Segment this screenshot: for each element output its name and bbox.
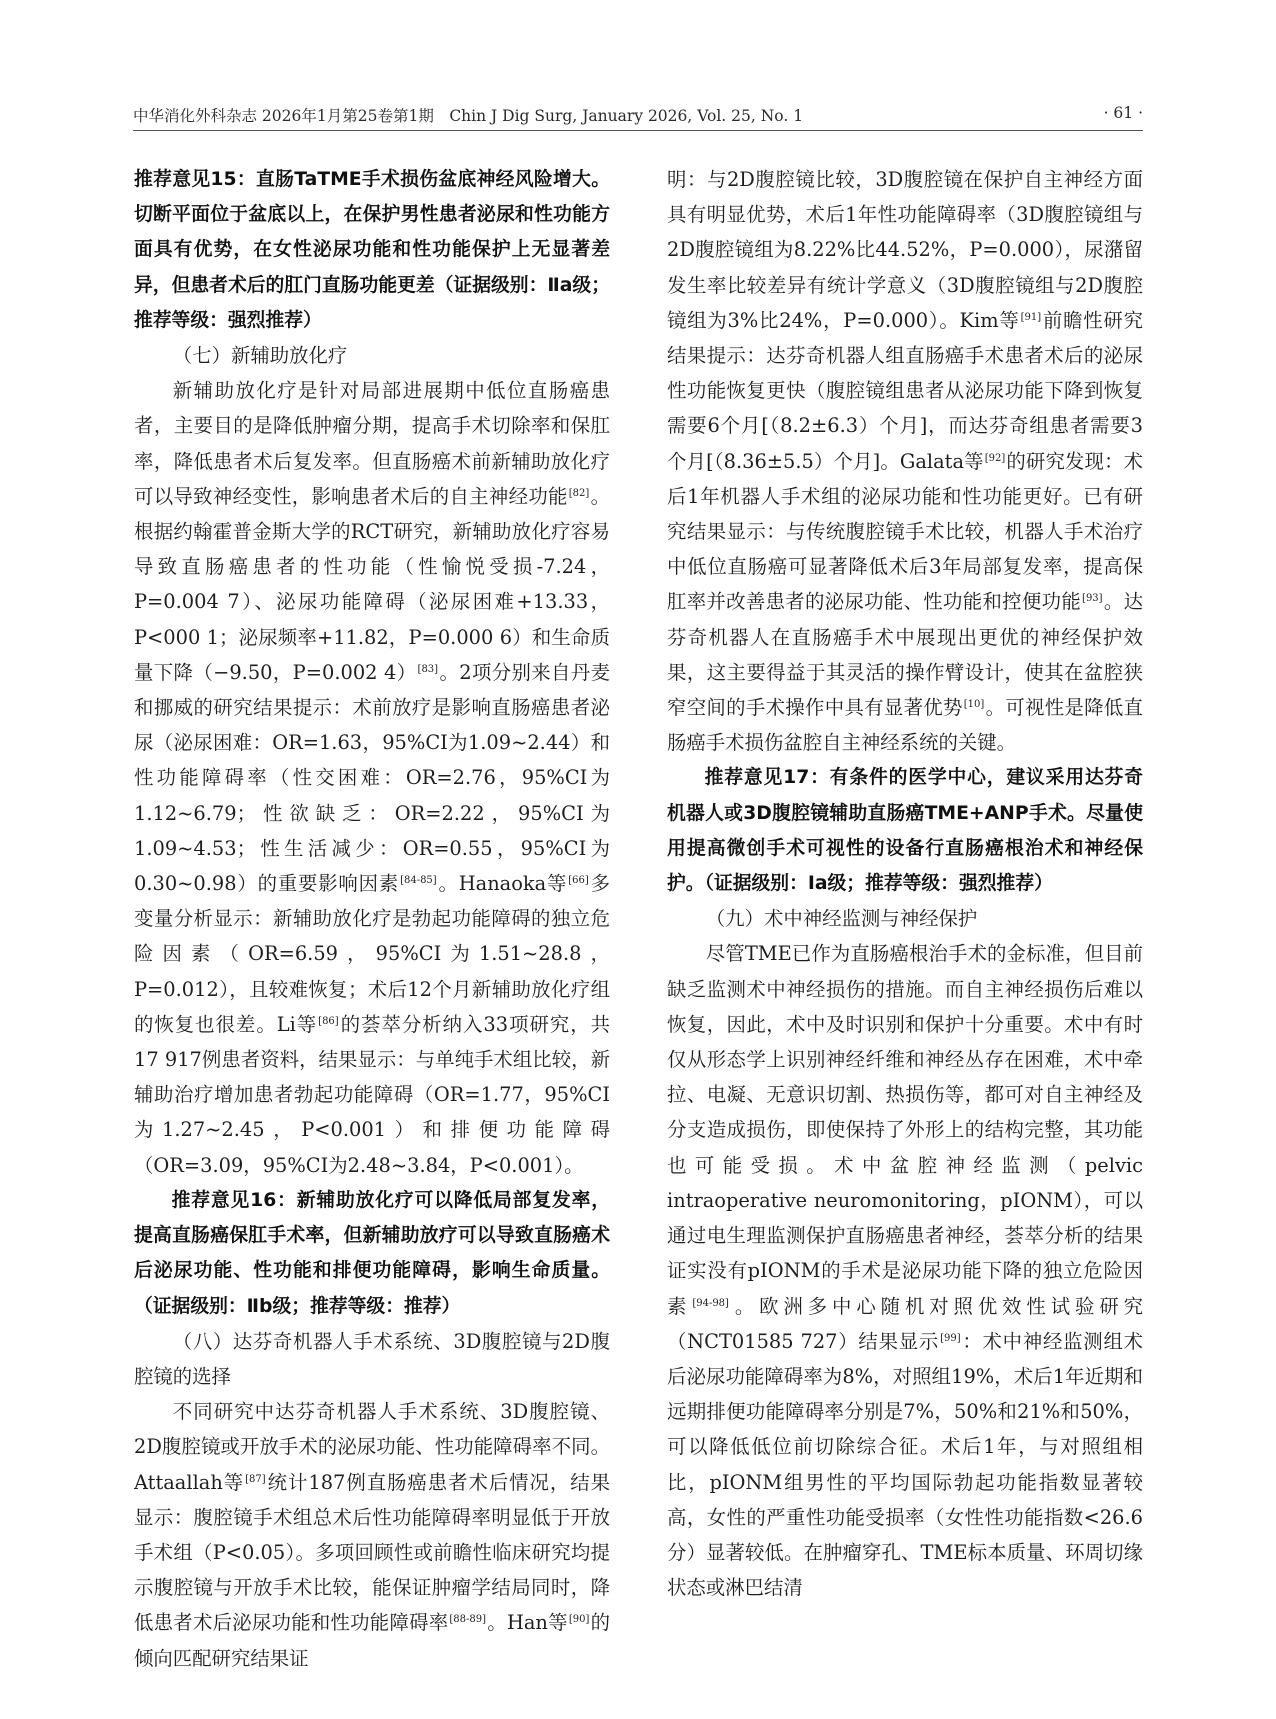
citation-ref: [86]	[318, 1015, 339, 1027]
recommendation-16: 推荐意见16：新辅助放化疗可以降低局部复发率，提高直肠癌保肛手术率，但新辅助放疗可以导致直肠癌术后泌尿功能、性功能和排便功能障碍，影响生命质量。（证据级别：Ⅱb级；推荐等级：推荐）	[134, 1189, 610, 1317]
citation-ref: [88-89]	[449, 1614, 487, 1626]
running-header	[133, 104, 1143, 132]
section-heading-9: （九）术中神经监测与神经保护	[705, 907, 978, 931]
citation-ref: [94-98]	[692, 1297, 729, 1309]
page-number: · 61 ·	[1103, 104, 1143, 122]
paragraph-neoadjuvant: 新辅助放化疗是针对局部进展期中低位直肠癌患者，主要目的是降低肿瘤分期，提高手术切除率和保肛率，降低患者术后复发率。但直肠癌术前新辅助放化疗可以导致神经变性，影响患者术后的自主神经功能[82]。根据约翰霍普金斯大学的RCT研究，新辅助放化疗容易导致直肠癌患者的性功能（性愉悦受损-7.24，P=0.004 7）、泌尿功能障碍（泌尿困难+13.33，P<000 1；泌尿频率+11.82，P=0.000 6）和生命质量下降（−9.50，P=0.002 4）[83]。2项分别来自丹麦和挪威的研究结果提示：术前放疗是影响直肠癌患者泌尿（泌尿困难：OR=1.63，95%CI为1.09~2.44）和性功能障碍率（性交困难：OR=2.76，95%CI为1.12~6.79；性欲缺乏：OR=2.22，95%CI为1.09~4.53；性生活减少：OR=0.55，95%CI为0.30~0.98）的重要影响因素[84-85]。Hanaoka等[66]多变量分析显示：新辅助放化疗是勃起功能障碍的独立危险因素（OR=6.59，95%CI为1.51~28.8，P=0.012），且较难恢复；术后12个月新辅助放化疗组的恢复也很差。Li等[86]的荟萃分析纳入33项研究，共17 917例患者资料，结果显示：与单纯手术组比较，新辅助治疗增加患者勃起功能障碍（OR=1.77，95%CI为1.27~2.45，P<0.001）和排便功能障碍（OR=3.09，95%CI为2.48~3.84，P<0.001）。	[134, 379, 611, 1177]
section-heading-8: （八）达芬奇机器人手术系统、3D腹腔镜与2D腹腔镜的选择	[134, 1329, 610, 1388]
header-rule	[133, 130, 1143, 131]
paragraph-continued: 明：与2D腹腔镜比较，3D腹腔镜在保护自主神经方面具有明显优势，术后1年性功能障碍率（3D腹腔镜组与2D腹腔镜组为8.22%比44.52%，P=0.000），尿潴留发生率比较差异有统计学意义（3D腹腔镜组与2D腹腔镜组为3%比24%，P=0.000）。Kim等[91]前瞻性研究结果提示：达芬奇机器人组直肠癌手术患者术后的泌尿性功能恢复更快（腹腔镜组患者从泌尿功能下降到恢复需要6个月[（8.2±6.3）个月]，而达芬奇组患者需要3个月[（8.36±5.5）个月]。Galata等[92]的研究发现：术后1年机器人手术组的泌尿功能和性功能更好。已有研究结果显示：与传统腹腔镜手术比较，机器人手术治疗中低位直肠癌可显著降低术后3年局部复发率，提高保肛率并改善患者的泌尿功能、性功能和控便功能[93]。达芬奇机器人在直肠癌手术中展现出更优的神经保护效果，这主要得益于其灵活的操作臂设计，使其在盆腔狭窄空间的手术操作中具有显著优势[10]。可视性是降低直肠癌手术损伤盆腔自主神经系统的关键。	[667, 168, 1144, 755]
citation-ref: [84-85]	[400, 875, 437, 887]
recommendation-15: 推荐意见15：直肠TaTME手术损伤盆底神经风险增大。切断平面位于盆底以上，在保护男性患者泌尿和性功能方面具有优势，在女性泌尿功能和性功能保护上无显著差异，但患者术后的肛门直肠功能更差（证据级别：Ⅱa级；推荐等级：强烈推荐）	[134, 169, 610, 331]
citation-ref: [83]	[417, 663, 439, 675]
citation-ref: [99]	[940, 1332, 961, 1344]
citation-ref: [90]	[568, 1614, 590, 1626]
journal-citation: 中华消化外科杂志 2026年1月第25卷第1期 Chin J Dig Surg, January 2026, Vol. 25, No. 1	[133, 107, 804, 125]
recommendation-17: 推荐意见17：有条件的医学中心，建议采用达芬奇机器人或3D腹腔镜辅助直肠癌TME+ANP手术。尽量使用提高微创手术可视性的设备行直肠癌根治术和神经保护。（证据级别：Ⅰa级；推荐等级：强烈推荐）	[667, 767, 1143, 895]
citation-ref: [92]	[984, 452, 1006, 464]
citation-ref: [87]	[245, 1473, 266, 1485]
citation-ref: [91]	[1020, 311, 1042, 323]
paragraph-neuromonitoring: 尽管TME已作为直肠癌根治手术的金标准，但目前缺乏监测术中神经损伤的措施。而自主神经损伤后难以恢复，因此，术中及时识别和保护十分重要。术中有时仅从形态学上识别神经纤维和神经丛存在困难，术中牵拉、电凝、无意识切割、热损伤等，都可对自主神经及分支造成损伤，即使保持了外形上的结构完整，其功能也可能受损。术中盆腔神经监测（pelvic intraoperative neuromonitoring，pIONM），可以通过电生理监测保护直肠癌患者神经，荟萃分析的结果证实没有pIONM的手术是泌尿功能下降的独立危险因素[94-98]。欧洲多中心随机对照优效性试验研究（NCT01585 727）结果显示[99]：术中神经监测组术后泌尿功能障碍率为8%，对照组19%，术后1年近期和远期排便功能障碍率分别是7%，50%和21%和50%，可以降低低位前切除综合征。术后1年，与对照组相比，pIONM组男性的平均国际勃起功能指数显著较高，女性的严重性功能受损率（女性性功能指数<26.6分）显著较低。在肿瘤穿孔、TME标本质量、环周切缘状态或淋巴结清	[667, 942, 1144, 1600]
paragraph-robotic-laparoscopy: 不同研究中达芬奇机器人手术系统、3D腹腔镜、2D腹腔镜或开放手术的泌尿功能、性功能障碍率不同。Attaallah等[87]统计187例直肠癌患者术后情况，结果显示：腹腔镜手术组总术后性功能障碍率明显低于开放手术组（P<0.05）。多项回顾性或前瞻性临床研究均提示腹腔镜与开放手术比较，能保证肿瘤学结局同时，降低患者术后泌尿功能和性功能障碍率[88-89]。Han等[90]的倾向匹配研究结果证	[134, 1400, 611, 1670]
citation-ref: [10]	[963, 699, 985, 711]
citation-ref: [82]	[568, 487, 590, 499]
right-column	[667, 162, 1143, 1605]
citation-ref: [66]	[568, 875, 589, 887]
section-heading-7: （七）新辅助放化疗	[172, 344, 348, 368]
citation-ref: [93]	[1082, 593, 1103, 605]
left-column	[134, 162, 610, 1676]
